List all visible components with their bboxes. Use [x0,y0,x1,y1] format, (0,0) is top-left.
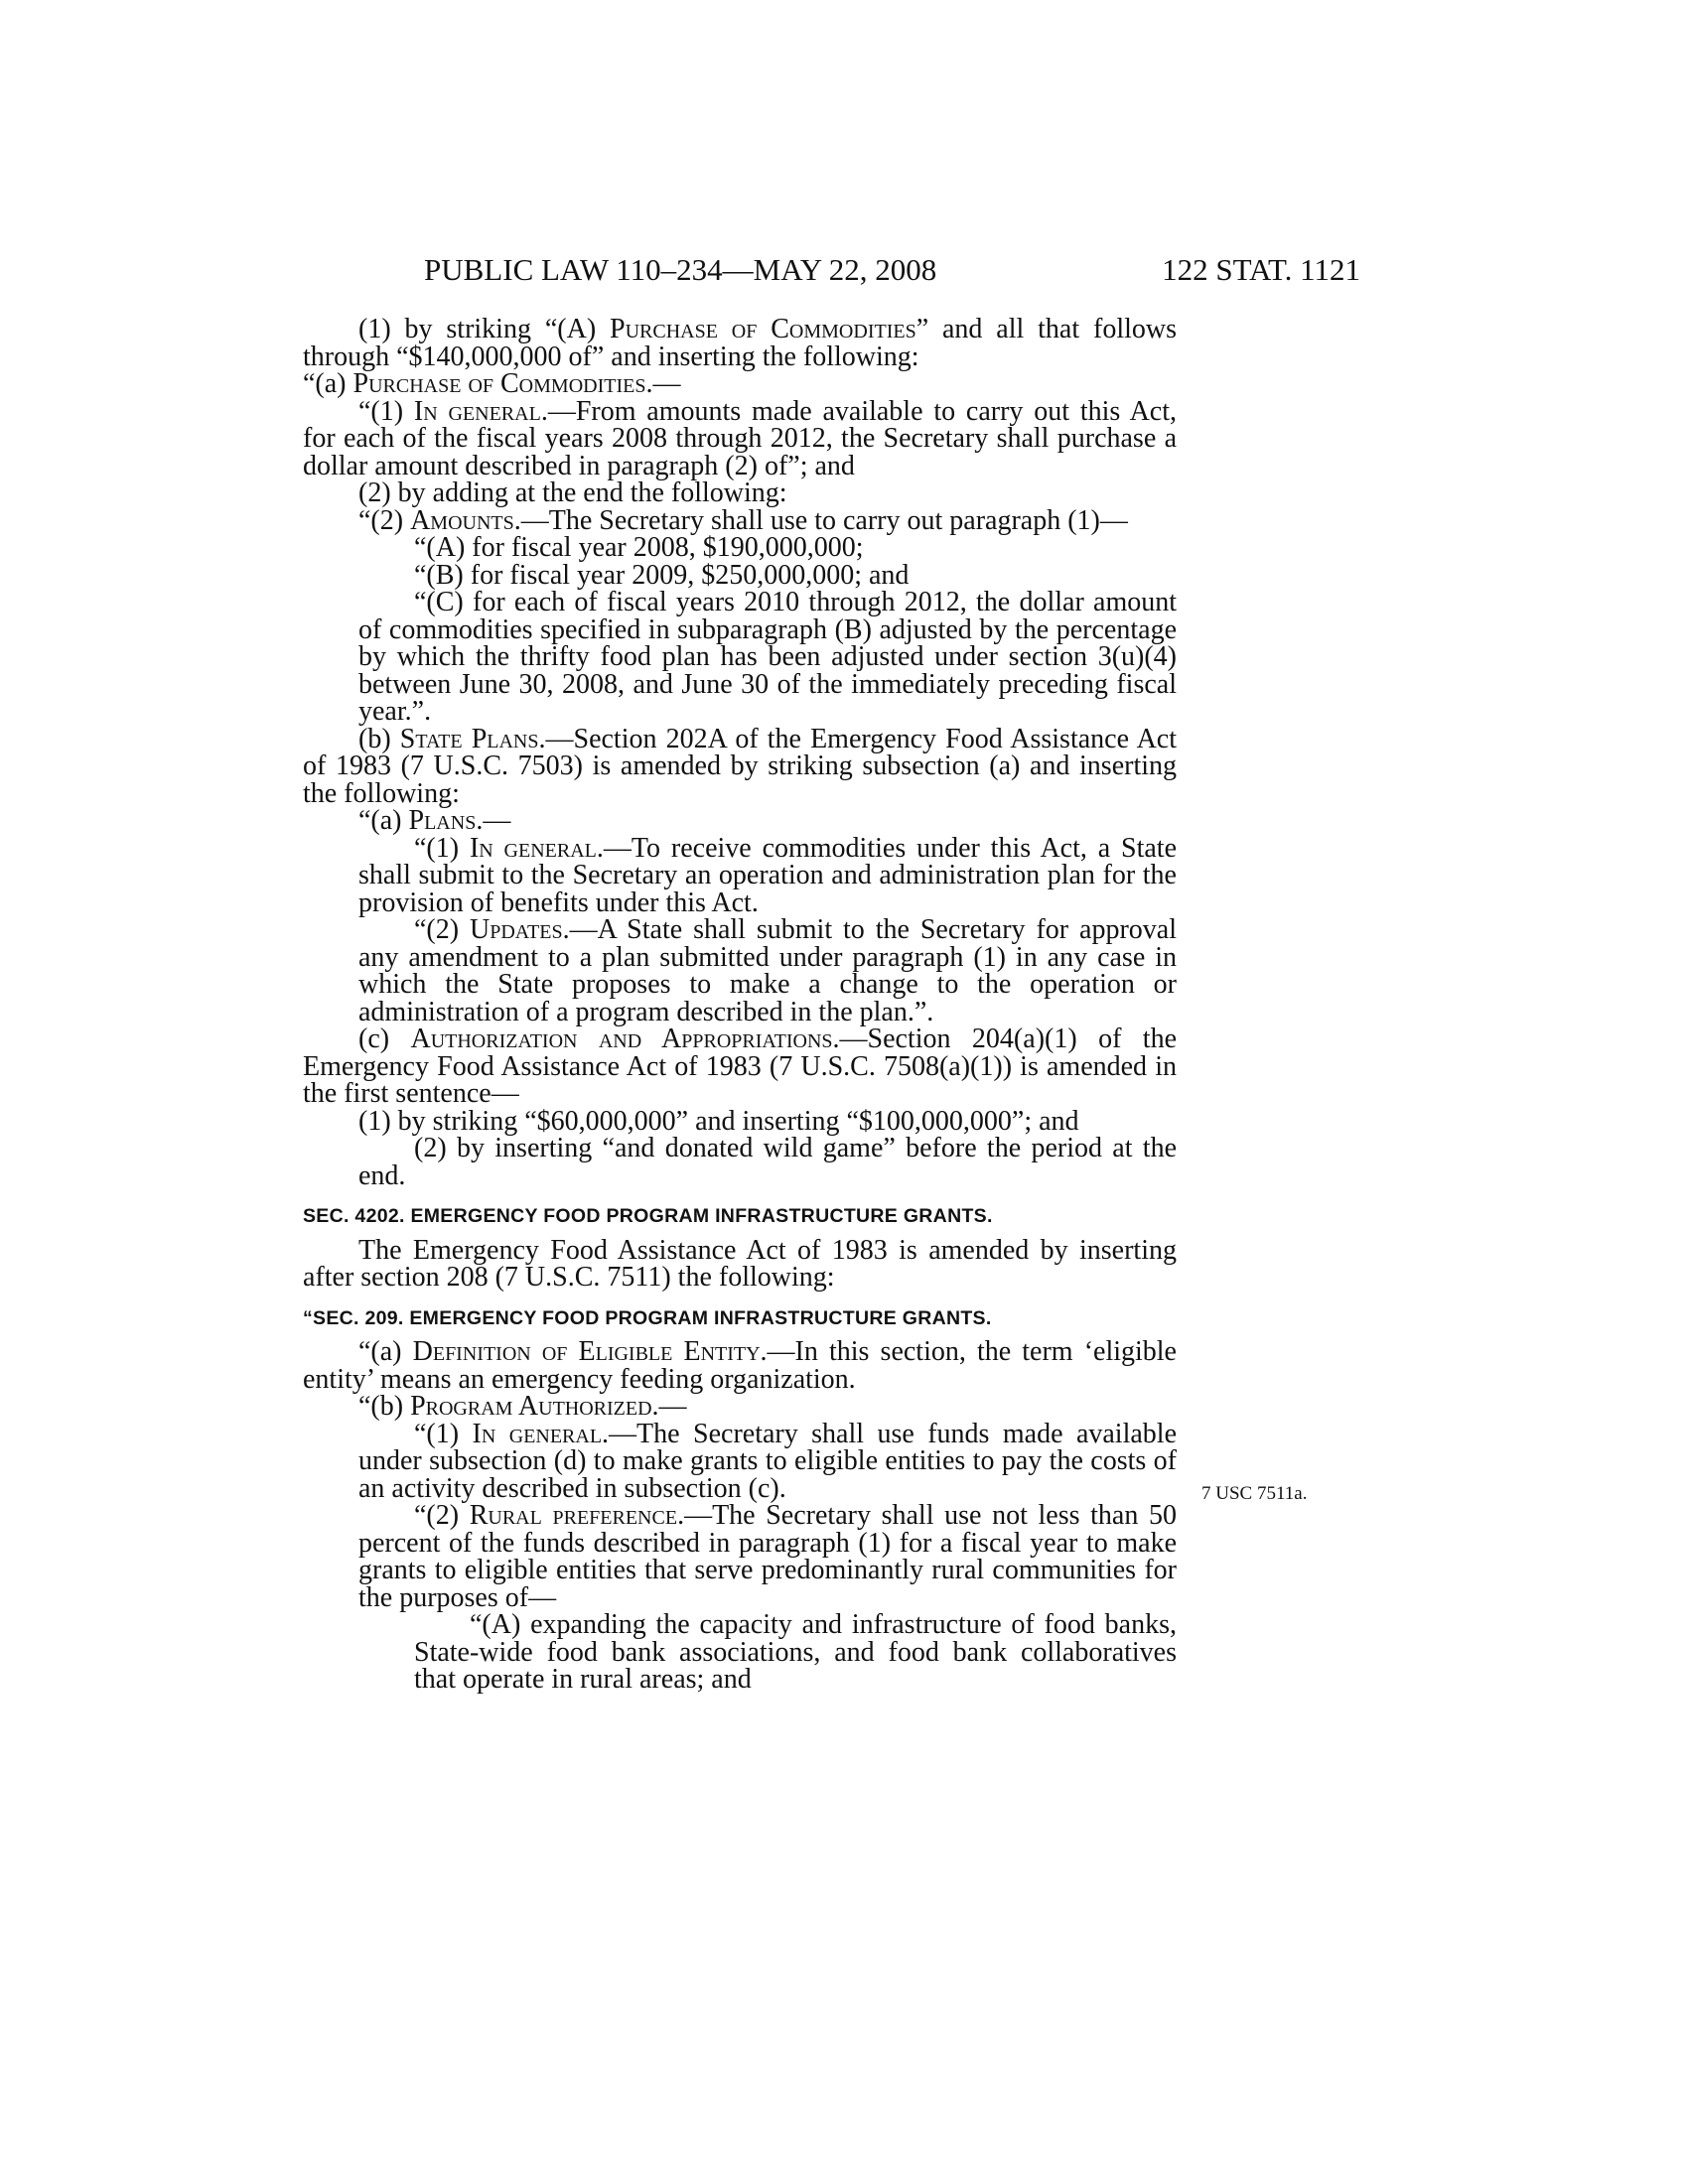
text-run: (1) by striking “( [358,314,567,344]
text-run: (b) [358,723,400,754]
small-caps-run: State Plans [399,723,539,754]
small-caps-run: A [566,314,587,344]
paragraph [303,916,1177,1025]
paragraph: The Emergency Food Assistance Act of 1983 is amended by inserting after section 208 (7 U.S.C. 7511) the following: [303,1234,1177,1293]
text-run: .—Section 202A of the Emergency Food Assistance Act of 1983 (7 U.S.C. 7503) is amended by striking subsection (a) and inserting the following: [303,723,1177,809]
text-run: (c) [358,1024,411,1054]
paragraph: “(C) for each of fiscal years 2010 through 2012, the dollar amount of commodities specified in subparagraph (B) adjusted by the percentage by which the thrifty food plan has been adjusted under section 3(u)(4) between June 30, 2008, and June 30 of the immediately preceding fiscal year.”. [358,587,1177,727]
paragraph [303,504,1177,536]
margin-note-usc: 7 USC 7511a. [1201,1483,1308,1504]
page-stat-number: 122 STAT. 1121 [1162,252,1360,287]
running-header-title: PUBLIC LAW 110–234—MAY 22, 2008 [424,252,937,287]
text-run: “(2) [414,1500,470,1531]
small-caps-run: Plans [408,805,477,836]
paragraph [303,807,1177,835]
small-caps-run: Purchase of Commodities [352,368,646,399]
paragraph: “(B) for fiscal year 2009, $250,000,000; and [414,559,910,591]
section-heading-4202: SEC. 4202. EMERGENCY FOOD PROGRAM INFRASTRUCTURE GRANTS. [303,1205,993,1227]
statute-text [303,316,1177,1694]
paragraph [303,1025,1177,1108]
small-caps-run: Amounts [410,504,514,536]
paragraph: (2) by inserting “and donated wild game” before the period at the end. [358,1133,1177,1191]
paragraph [303,1393,1177,1421]
small-caps-run: Updates [470,914,563,945]
paragraph [303,370,1177,398]
paragraph: “(A) expanding the capacity and infrastructure of food banks, State-wide food bank associations, and food bank collaboratives that operate in rural areas; and [414,1609,1177,1695]
text-run: “(a) [358,805,409,836]
small-caps-run: In general [413,395,541,427]
text-run: .— [645,368,681,399]
paragraph [303,832,1177,918]
text-run: “(1) [414,832,470,864]
paragraph: (2) by adding at the end the following: [358,478,787,508]
text-run: .—A State shall submit to the Secretary for approval any amendment to a plan submitted under paragraph (1) in any case in which the State proposes to make a change to the operation or administration of a program described in the plan.”. [358,914,1177,1027]
paragraph [303,723,1177,809]
text-run: “(2) [414,914,470,945]
text-run: “(1) [414,1418,473,1449]
paragraph: (1) by striking “$60,000,000” and inserting “$100,000,000”; and [358,1105,1079,1137]
small-caps-run: Program Authorized [410,1391,652,1422]
text-run: ) [586,314,611,344]
section-heading-209: “SEC. 209. EMERGENCY FOOD PROGRAM INFRASTRUCTURE GRANTS. [303,1306,992,1329]
text-run: .—The Secretary shall use funds made available under subsection (d) to make grants to eligible entities to pay the costs of an activity described in subsection (c). [358,1418,1178,1504]
text-run: “(a) [303,368,353,399]
text-run: .— [651,1391,687,1422]
paragraph [303,1418,1178,1504]
text-run: “(1) [358,395,414,427]
text-run: .—In this section, the term ‘eligible entity’ means an emergency feeding organization. [303,1336,1177,1395]
text-run: ” and all that follows through “$140,000,000 of” and inserting the following: [303,314,1178,372]
text-run: “(a) [358,1336,413,1367]
text-run: “(2) [358,504,411,536]
paragraph [303,1338,1177,1393]
small-caps-run: Definition of Eligible Entity [412,1336,761,1367]
text-run: .—From amounts made available to carry out this Act, for each of the fiscal years 2008 through 2012, the Secretary shall purchase a dollar amount described in paragraph (2) of”; and [303,395,1177,481]
text-run: .—Section 204(a)(1) of the Emergency Food Assistance Act of 1983 (7 U.S.C. 7508(a)(1)) is amended in the first sentence— [303,1024,1177,1109]
paragraph [303,395,1177,481]
text-run: .—The Secretary shall use not less than 50 percent of the funds described in paragraph (1) for a fiscal year to make grants to eligible entities that serve predominantly rural communities for the purposes of— [358,1500,1177,1613]
text-run: .—The Secretary shall use to carry out paragraph (1)— [513,504,1128,536]
text-run: .— [476,805,511,836]
paragraph: “(A) for fiscal year 2008, $190,000,000; [414,532,864,563]
small-caps-run: Authorization and Appropriations [410,1024,833,1054]
small-caps-run: In general [472,1418,603,1449]
small-caps-run: Purchase of Commodities [610,314,916,344]
paragraph [303,316,1177,370]
text-run: “(b) [358,1391,411,1422]
small-caps-run: Rural preference [469,1500,678,1531]
text-run: .—To receive commodities under this Act, a State shall submit to the Secretary an operation and administration plan for the provision of benefits under this Act. [358,832,1177,918]
paragraph [303,1502,1177,1611]
small-caps-run: In general [469,832,597,864]
